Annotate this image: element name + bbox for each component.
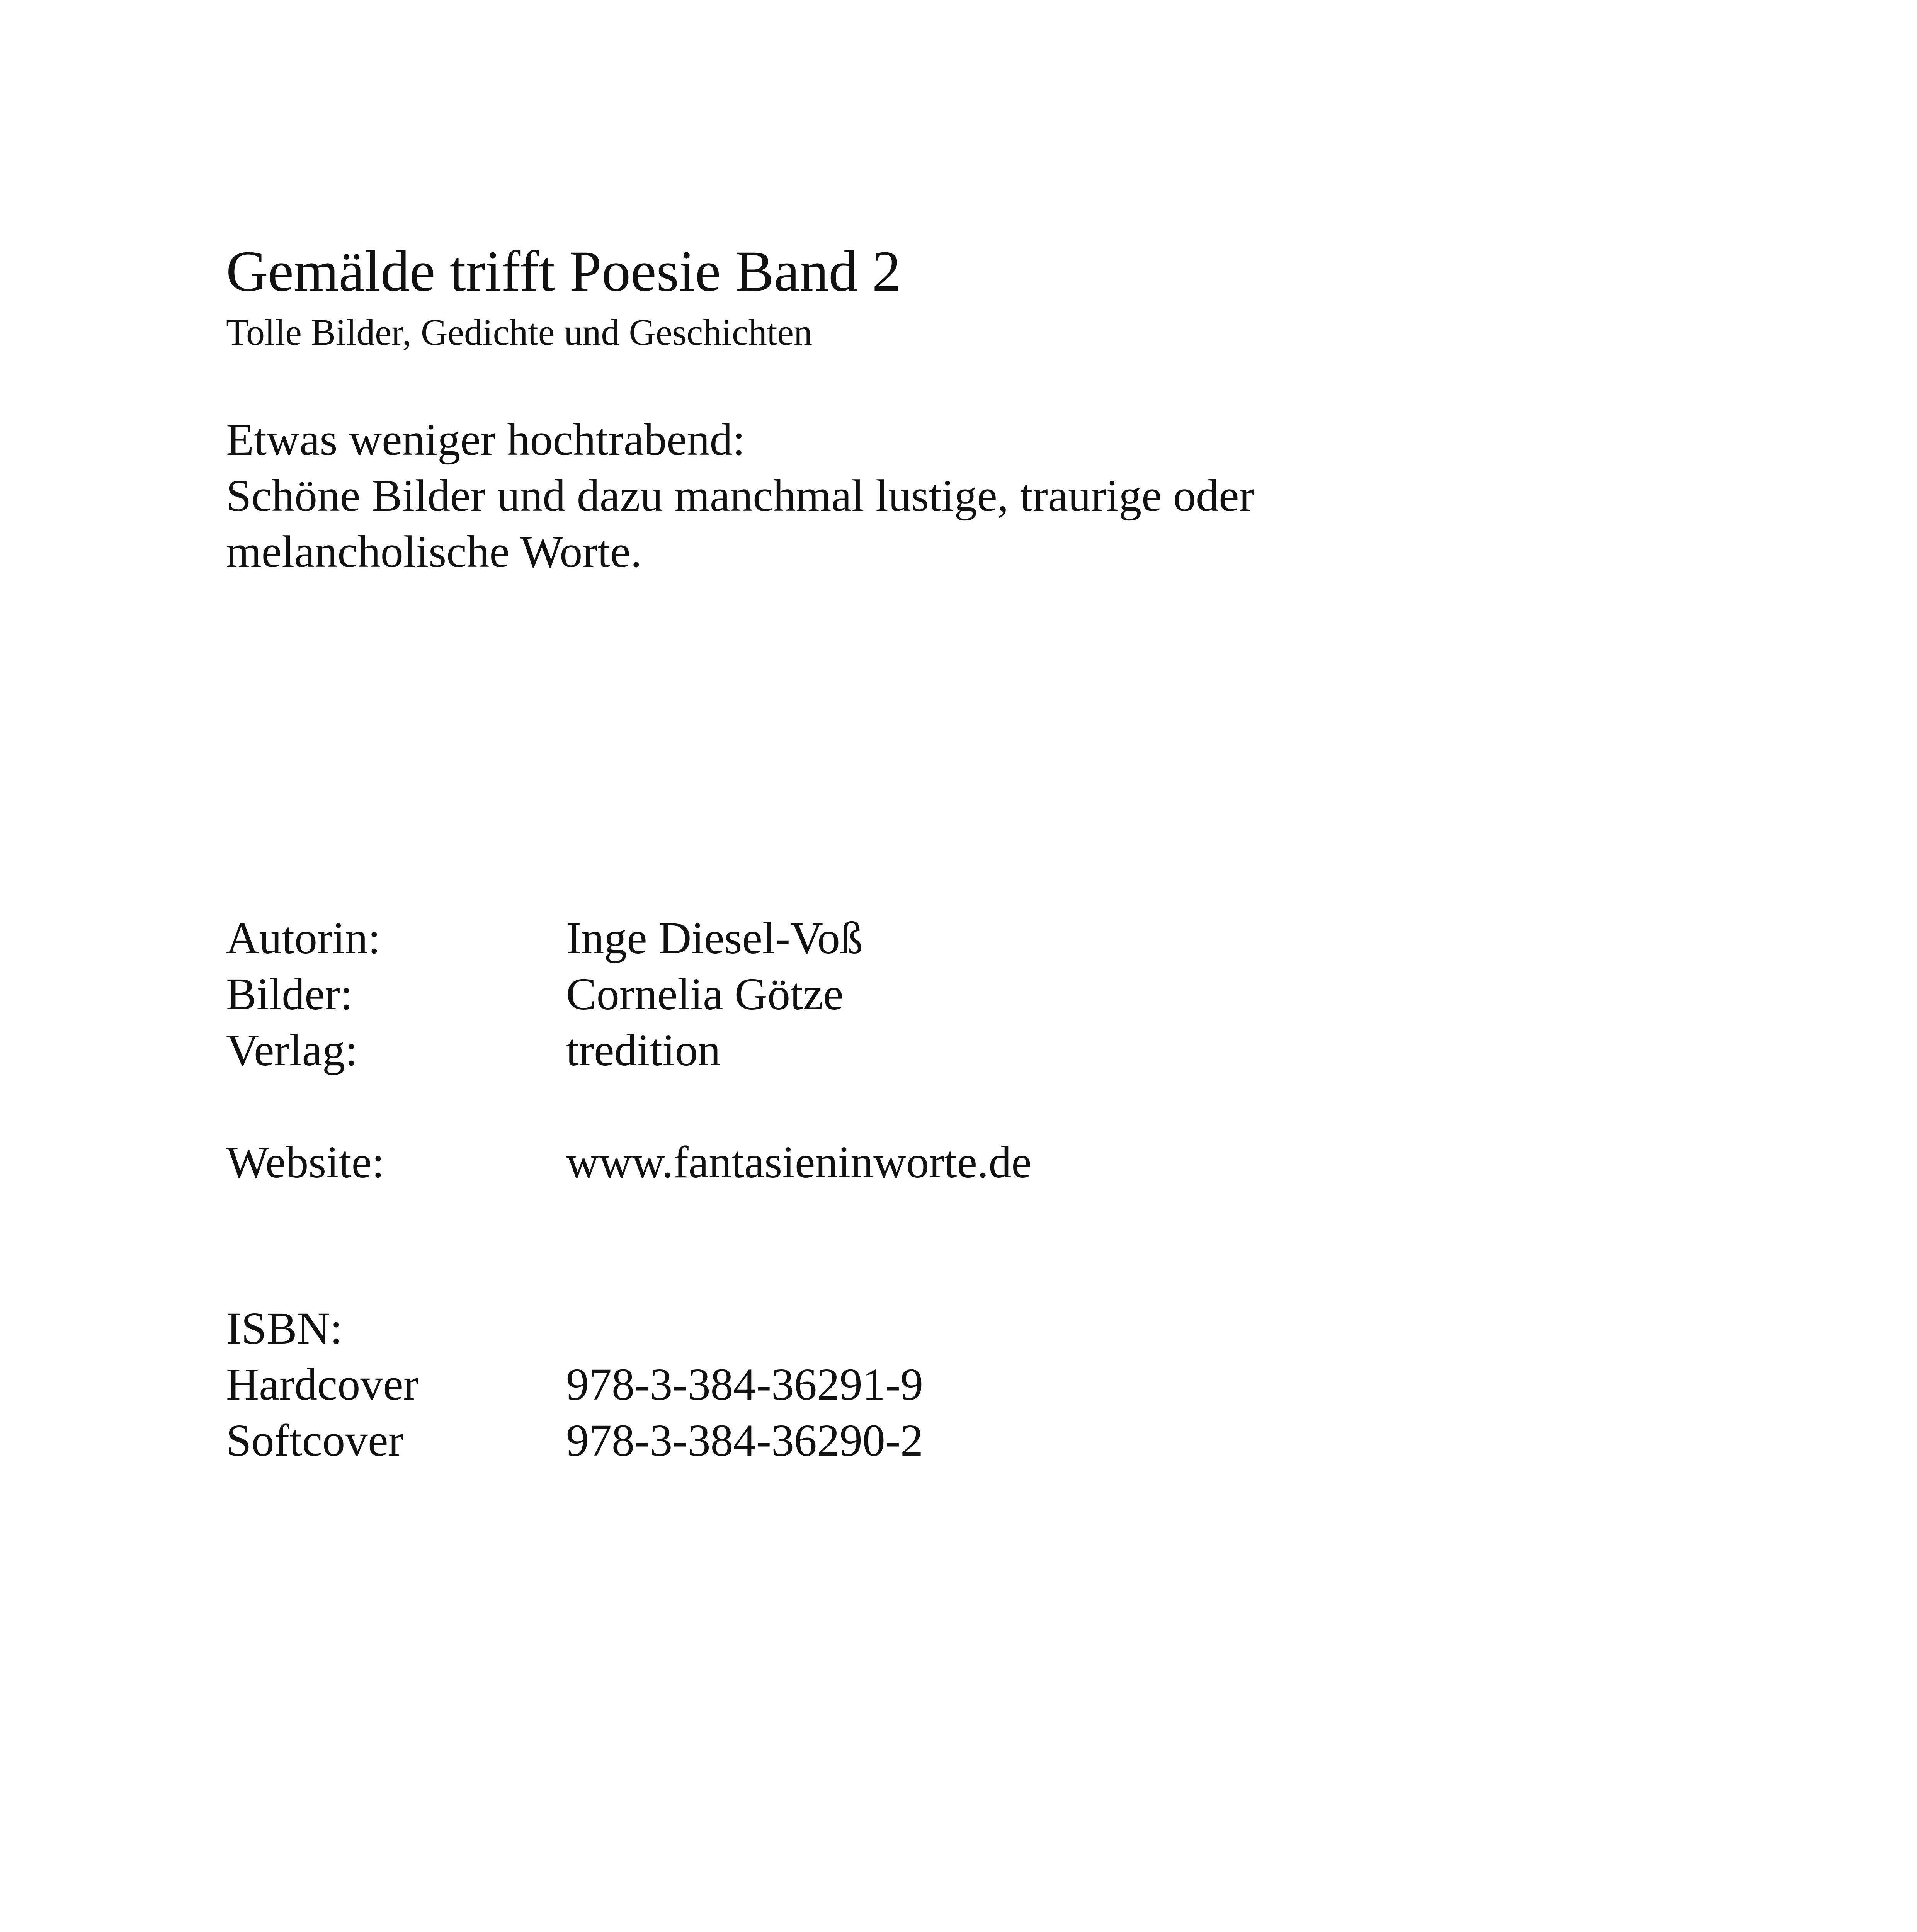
credit-label: Autorin: (226, 913, 381, 963)
book-title: Gemälde trifft Poesie Band 2 (226, 239, 901, 303)
intro-line: melancholische Worte. (226, 526, 642, 577)
credit-value: Inge Diesel-Voß (566, 913, 863, 963)
website-value: www.fantasieninworte.de (566, 1137, 1032, 1187)
intro-line: Etwas weniger hochtrabend: (226, 414, 745, 465)
credit-label: Bilder: (226, 969, 353, 1019)
credit-label: Verlag: (226, 1025, 358, 1075)
credit-value: tredition (566, 1025, 721, 1075)
isbn-value: 978-3-384-36291-9 (566, 1359, 924, 1410)
intro-line: Schöne Bilder und dazu manchmal lustige, traurige oder (226, 470, 1254, 521)
isbn-value: 978-3-384-36290-2 (566, 1415, 924, 1466)
isbn-label: Hardcover (226, 1359, 418, 1410)
intro-text (226, 412, 1254, 580)
isbn-label: Softcover (226, 1415, 403, 1466)
book-subtitle: Tolle Bilder, Gedichte und Geschichten (226, 311, 812, 353)
isbn-heading: ISBN: (226, 1303, 343, 1354)
credit-value: Cornelia Götze (566, 969, 844, 1019)
website-label: Website: (226, 1137, 384, 1187)
